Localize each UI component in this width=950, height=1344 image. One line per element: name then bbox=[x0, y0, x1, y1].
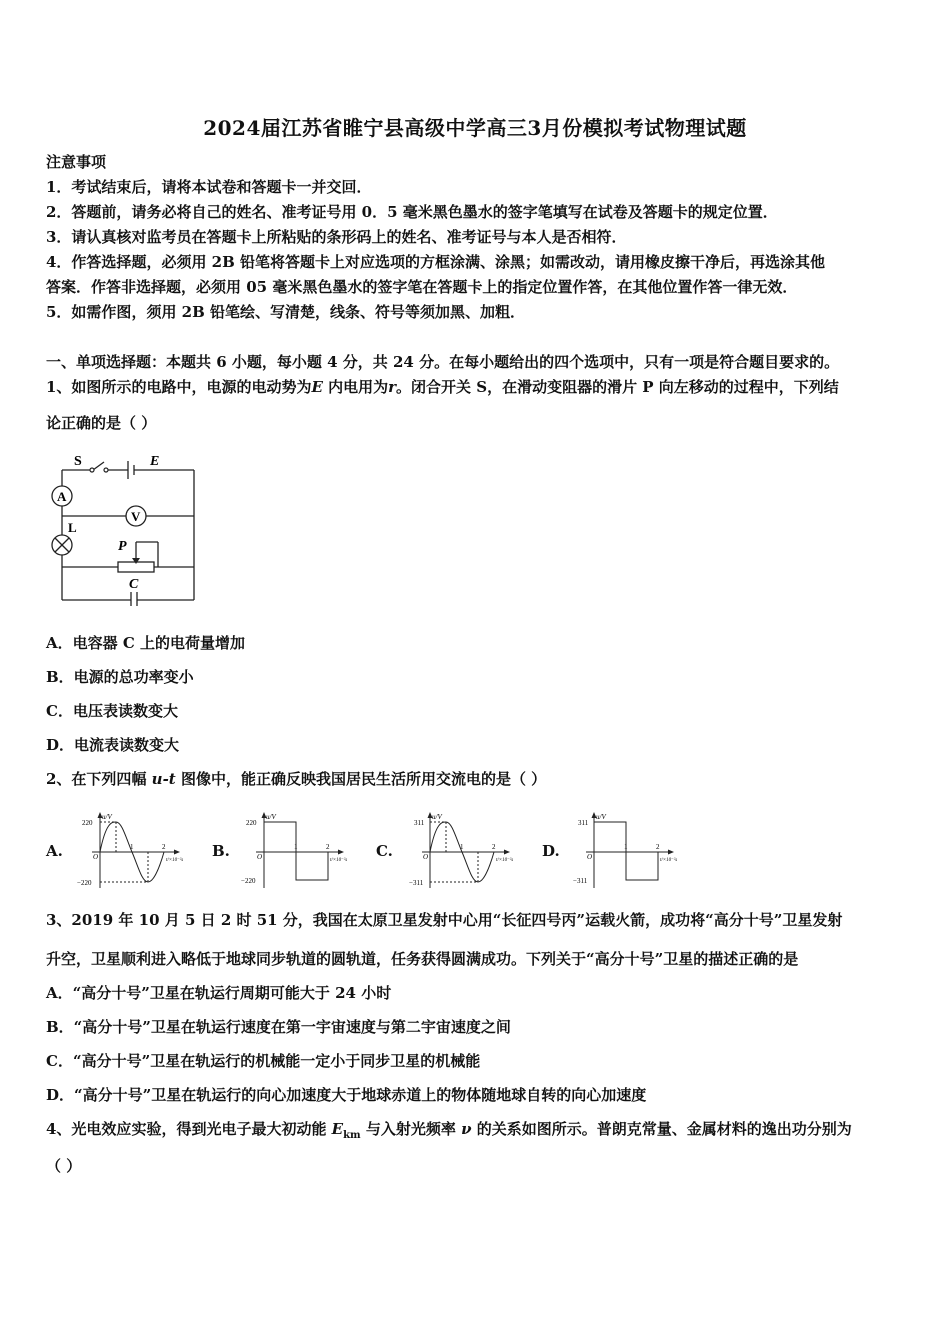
q2-option-d-letter: D. bbox=[542, 842, 560, 860]
circuit-label-l: L bbox=[68, 520, 77, 535]
q2-graph-t2: 2 bbox=[162, 843, 166, 851]
circuit-label-p: P bbox=[118, 539, 127, 554]
q2-graph-xlabel: t/×10⁻²s bbox=[660, 858, 678, 863]
notice-item: 1．考试结束后，请将本试卷和答题卡一并交回． bbox=[46, 178, 372, 196]
q2-graph-xlabel: t/×10⁻²s bbox=[330, 858, 348, 863]
q2-graph-b bbox=[236, 808, 356, 890]
notice-item: 2．答题前，请务必将自己的姓名、准考证号用 0．5 毫米黑色墨水的签字笔填写在试卷及答题卡的规定位置． bbox=[46, 203, 778, 221]
q2-graph-origin: O bbox=[423, 853, 429, 861]
notice-item: 3．请认真核对监考员在答题卡上所粘贴的条形码上的姓名、准考证号与本人是否相符． bbox=[46, 228, 627, 246]
circuit-label-s: S bbox=[74, 454, 82, 469]
q1-option-b: B．电源的总功率变小 bbox=[46, 668, 194, 686]
q2-graph-t1: 1 bbox=[130, 843, 134, 851]
q1-option-c: C．电压表读数变大 bbox=[46, 702, 178, 720]
q3-stem-line2: 升空，卫星顺利进入略低于地球同步轨道的圆轨道，任务获得圆满成功。下列关于“高分十号”卫星的描述正确的是 bbox=[46, 950, 799, 968]
q1-option-d: D．电流表读数变大 bbox=[46, 736, 180, 754]
circuit-label-e: E bbox=[150, 454, 160, 469]
notice-heading: 注意事项 bbox=[46, 153, 107, 171]
q2-graph-neg: −311 bbox=[409, 879, 424, 887]
q2-graph-t2: 2 bbox=[656, 843, 660, 851]
q2-graph-d bbox=[566, 808, 686, 890]
q3-option-c: C．“高分十号”卫星在轨运行的机械能一定小于同步卫星的机械能 bbox=[46, 1052, 481, 1070]
q4-stem-line1: 4、光电效应实验，得到光电子最大初动能 $E_{km}$ 与入射光频率 ν 的关系如图所示。普朗克常量、金属材料的逸出功分别为 bbox=[46, 1120, 852, 1141]
q2-graph-amp: 220 bbox=[82, 819, 93, 827]
q2-graph-xlabel: t/×10⁻²s bbox=[166, 858, 184, 863]
q2-graph-origin: O bbox=[93, 853, 99, 861]
q2-graph-t1: 1 bbox=[294, 843, 298, 851]
q2-graph-ylabel: u/V bbox=[596, 813, 606, 821]
ammeter-icon: A bbox=[57, 489, 67, 504]
q2-graph-t2: 2 bbox=[492, 843, 496, 851]
q2-graph-ylabel: u/V bbox=[432, 813, 442, 821]
q2-option-b-letter: B. bbox=[212, 842, 230, 860]
q3-stem-line1: 3、2019 年 10 月 5 日 2 时 51 分，我国在太原卫星发射中心用“长征四号丙”运载火箭，成功将“高分十号”卫星发射 bbox=[46, 911, 843, 929]
notice-item: 5．如需作图，须用 2B 铅笔绘、写清楚，线条、符号等须加黑、加粗． bbox=[46, 303, 525, 321]
q2-graph-neg: −311 bbox=[573, 877, 588, 885]
q1-emf-symbol: E bbox=[311, 378, 323, 396]
q2-graph-amp: 311 bbox=[578, 819, 589, 827]
q4-stem-line2: （ ） bbox=[46, 1157, 82, 1175]
q2-graph-amp: 220 bbox=[246, 819, 257, 827]
q2-graph-ylabel: u/V bbox=[102, 813, 112, 821]
q1-stem-line1: 1、如图所示的电路中，电源的电动势为E 内电用为r。闭合开关 S，在滑动变阻器的滑片 P 向左移动的过程中，下列结 bbox=[46, 378, 839, 396]
notice-item: 4．作答选择题，必须用 2B 铅笔将答题卡上对应选项的方框涂满、涂黑；如需改动，请用橡皮擦干净后，再选涂其他 bbox=[46, 253, 826, 271]
q2-graph-c bbox=[402, 808, 522, 890]
q2-graph-xlabel: t/×10⁻²s bbox=[496, 858, 514, 863]
q2-stem: 2、在下列四幅 u-t 图像中，能正确反映我国居民生活所用交流电的是（ ） bbox=[46, 770, 547, 788]
q2-option-c-letter: C. bbox=[376, 842, 393, 860]
q2-option-a-letter: A. bbox=[46, 842, 63, 860]
q2-graph-t2: 2 bbox=[326, 843, 330, 851]
notice-item: 答案．作答非选择题，必须用 05 毫米黑色墨水的签字笔在答题卡上的指定位置作答，在其他位置作答一律无效． bbox=[46, 278, 798, 296]
q2-graph-a bbox=[72, 808, 192, 890]
q3-option-b: B．“高分十号”卫星在轨运行速度在第一宇宙速度与第二宇宙速度之间 bbox=[46, 1018, 511, 1036]
q1-stem-line2: 论正确的是（ ） bbox=[46, 414, 157, 432]
q2-graph-amp: 311 bbox=[414, 819, 425, 827]
q2-graph-ylabel: u/V bbox=[266, 813, 276, 821]
q2-graph-origin: O bbox=[257, 853, 263, 861]
page-title: 2024届江苏省睢宁县高级中学高三3月份模拟考试物理试题 bbox=[203, 116, 747, 140]
q1-r-symbol: r bbox=[388, 378, 397, 396]
section-heading: 一、单项选择题：本题共 6 小题，每小题 4 分，共 24 分。在每小题给出的四个选项中，只有一项是符合题目要求的。 bbox=[46, 353, 840, 371]
voltmeter-icon: V bbox=[131, 509, 141, 524]
q1-option-a: A．电容器 C 上的电荷量增加 bbox=[46, 634, 246, 652]
q2-graph-neg: −220 bbox=[241, 877, 256, 885]
q3-option-a: A．“高分十号”卫星在轨运行周期可能大于 24 小时 bbox=[46, 984, 392, 1002]
circuit-label-c: C bbox=[129, 577, 139, 592]
q2-graph-neg: −220 bbox=[77, 879, 92, 887]
q2-graph-origin: O bbox=[587, 853, 593, 861]
q2-graph-t1: 1 bbox=[624, 843, 628, 851]
circuit-diagram bbox=[46, 446, 206, 606]
q2-graph-t1: 1 bbox=[460, 843, 464, 851]
q3-option-d: D．“高分十号”卫星在轨运行的向心加速度大于地球赤道上的物体随地球自转的向心加速度 bbox=[46, 1086, 647, 1104]
